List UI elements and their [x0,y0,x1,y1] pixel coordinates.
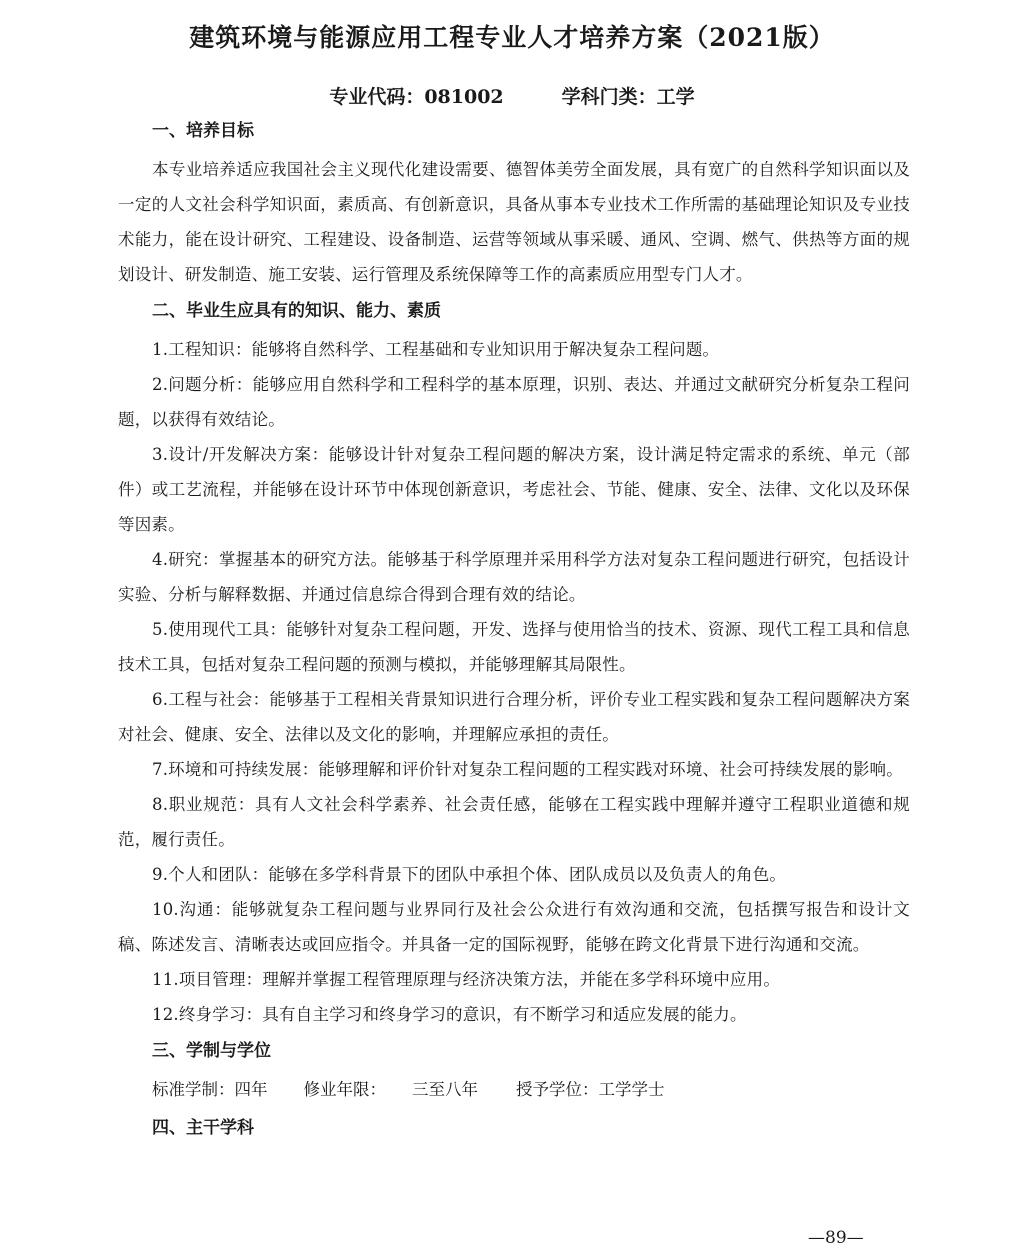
requirement-item: 1.工程知识：能够将自然科学、工程基础和专业知识用于解决复杂工程问题。 [152,340,720,359]
document-title: 建筑环境与能源应用工程专业人才培养方案（2021版） [189,23,835,52]
program-meta [0,82,1024,109]
section-heading-main-disciplines: 四、主干学科 [152,1118,254,1138]
requirement-item: 8.职业规范：具有人文社会科学素养、社会责任感，能够在工程实践中理解并遵守工程职业道德和规范，履行责任。 [118,795,910,849]
requirement-item: 3.设计/开发解决方案：能够设计针对复杂工程问题的解决方案，设计满足特定需求的系统、单元（部件）或工艺流程，并能够在设计环节中体现创新意识，考虑社会、节能、健康、安全、法律、文化以及环保等因素。 [118,445,910,534]
study-years-label: 修业年限： [303,1080,386,1099]
requirement-item: 11.项目管理：理解并掌握工程管理原理与经济决策方法，并能在多学科环境中应用。 [152,970,781,989]
requirement-item: 10.沟通：能够就复杂工程问题与业界同行及社会公众进行有效沟通和交流，包括撰写报告和设计文稿、陈述发言、清晰表达或回应指令。并具备一定的国际视野，能够在跨文化背景下进行沟通和交流。 [118,900,910,954]
section-heading-graduate-requirements: 二、毕业生应具有的知识、能力、素质 [152,301,441,321]
standard-duration-label: 标准学制： [152,1080,235,1099]
section-heading-duration-degree: 三、学制与学位 [152,1041,271,1061]
discipline-category: 学科门类：工学 [561,86,695,108]
page-number: —89— [808,1228,864,1248]
standard-duration-value: 四年 [234,1080,268,1099]
requirement-item: 4.研究：掌握基本的研究方法。能够基于科学原理并采用科学方法对复杂工程问题进行研究，包括设计实验、分析与解释数据、并通过信息综合得到合理有效的结论。 [118,550,910,604]
requirement-item: 7.环境和可持续发展：能够理解和评价针对复杂工程问题的工程实践对环境、社会可持续发展的影响。 [152,760,903,779]
requirement-item: 12.终身学习：具有自主学习和终身学习的意识，有不断学习和适应发展的能力。 [152,1005,747,1024]
requirement-item: 6.工程与社会：能够基于工程相关背景知识进行合理分析，评价专业工程实践和复杂工程问题解决方案对社会、健康、安全、法律以及文化的影响，并理解应承担的责任。 [118,690,910,744]
requirement-item: 2.问题分析：能够应用自然科学和工程科学的基本原理，识别、表达、并通过文献研究分析复杂工程问题，以获得有效结论。 [118,375,910,429]
objectives-paragraph: 本专业培养适应我国社会主义现代化建设需要、德智体美劳全面发展，具有宽广的自然科学知识面以及一定的人文社会科学知识面，素质高、有创新意识，具备从事本专业技术工作所需的基础理论知识及专业技术能力，能在设计研究、工程建设、设备制造、运营等领域从事采暖、通风、空调、燃气、供热等方面的规划设计、研发制造、施工安装、运行管理及系统保障等工作的高素质应用型专门人才。 [118,160,910,284]
duration-degree-row [118,1072,910,1107]
requirement-item: 5.使用现代工具：能够针对复杂工程问题，开发、选择与使用恰当的技术、资源、现代工程工具和信息技术工具，包括对复杂工程问题的预测与模拟，并能够理解其局限性。 [118,620,910,674]
document-body [118,118,910,1149]
major-code: 专业代码：081002 [329,86,504,108]
degree-awarded: 授予学位：工学学士 [516,1080,665,1099]
section-heading-objectives: 一、培养目标 [152,121,254,141]
study-years-value: 三至八年 [412,1080,478,1099]
requirement-item: 9.个人和团队：能够在多学科背景下的团队中承担个体、团队成员以及负责人的角色。 [152,865,787,884]
